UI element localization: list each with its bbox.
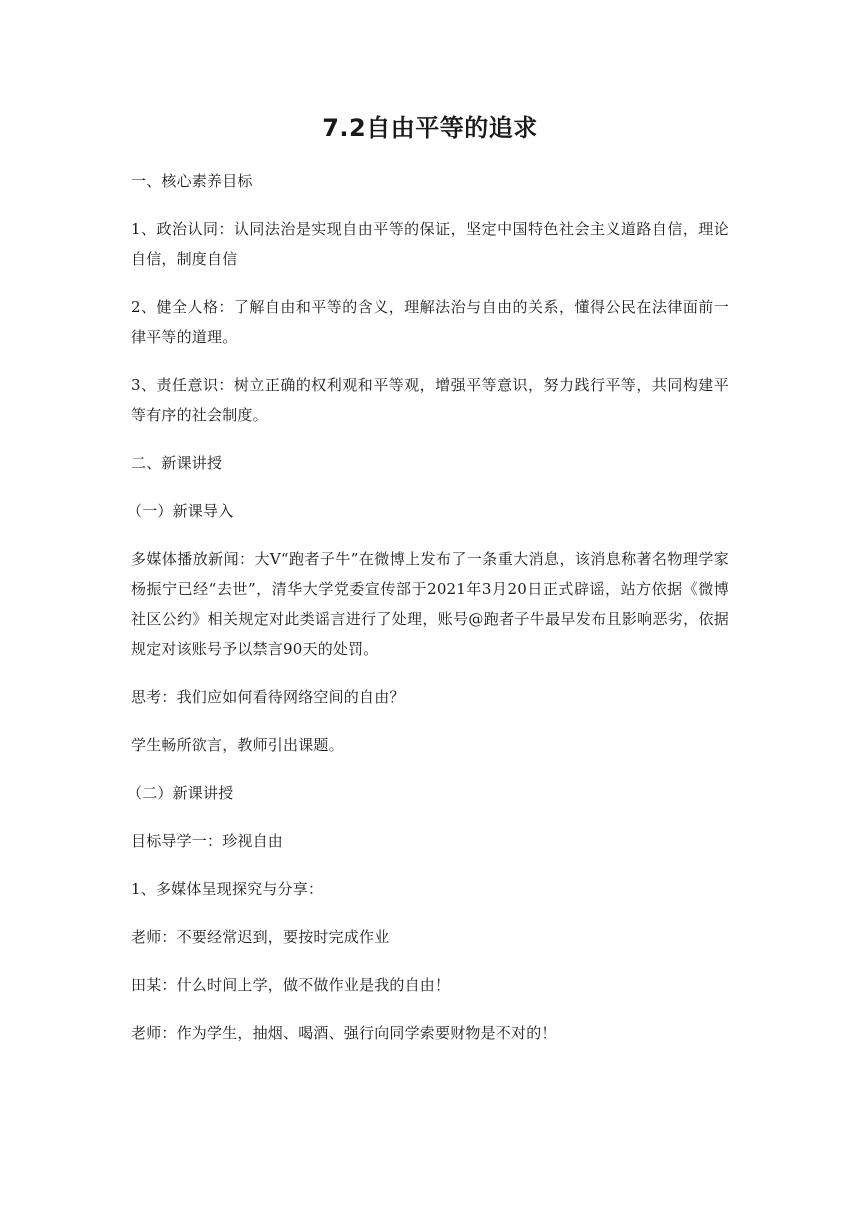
dialogue-teacher-1: 老师：不要经常迟到，要按时完成作业: [131, 928, 390, 946]
goal-item-political: 1、政治认同：认同法治是实现自由平等的保证，坚定中国特色社会主义道路自信，理论自信，制度自信: [131, 220, 729, 268]
subsection-heading-lesson: （二）新课讲授: [127, 784, 234, 802]
dialogue-teacher-2: 老师：作为学生，抽烟、喝酒、强行向同学索要财物是不对的！: [131, 1024, 557, 1042]
news-paragraph: 多媒体播放新闻：大V“跑者子牛”在微博上发布了一条重大消息，该消息称著名物理学家杨振宁已经“去世”，清华大学党委宣传部于2021年3月20日正式辟谣，站方依据《微博社区公约》相关规定对此类谣言进行了处理，账号@跑者子牛最早发布且影响恶劣，依据规定对该账号予以禁言90天的处罚。: [131, 550, 729, 658]
goal-item-personality: 2、健全人格：了解自由和平等的含义，理解法治与自由的关系，懂得公民在法律面前一律平等的道理。: [131, 298, 729, 346]
document-title: 7.2自由平等的追求: [322, 114, 538, 142]
section-heading-lesson: 二、新课讲授: [131, 454, 223, 472]
document-body: [127, 166, 729, 1066]
subsection-heading-intro: （一）新课导入: [127, 502, 234, 520]
think-question: 思考：我们应如何看待网络空间的自由？: [131, 688, 405, 706]
student-discussion: 学生畅所欲言，教师引出课题。: [131, 736, 344, 754]
goal-guide-one: 目标导学一：珍视自由: [131, 832, 284, 850]
dialogue-student: 田某：什么时间上学，做不做作业是我的自由！: [131, 976, 451, 994]
goal-item-responsibility: 3、责任意识：树立正确的权利观和平等观，增强平等意识，努力践行平等，共同构建平等有序的社会制度。: [131, 376, 729, 424]
explore-share-item: 1、多媒体呈现探究与分享：: [131, 880, 324, 898]
section-heading-goals: 一、核心素养目标: [131, 172, 253, 190]
